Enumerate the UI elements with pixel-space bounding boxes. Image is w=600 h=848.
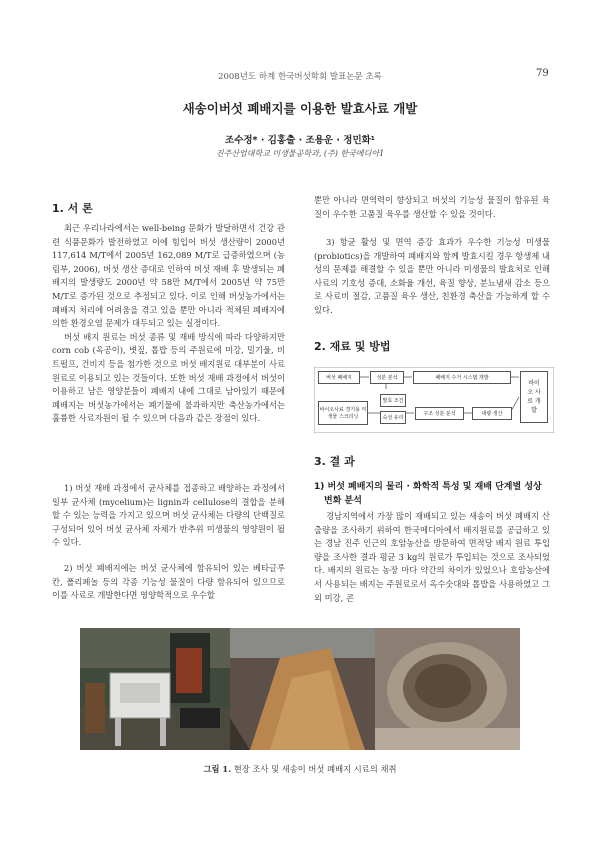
figure-label: 그림 1. (203, 764, 232, 774)
photo-machine (80, 628, 230, 750)
intro-paragraph-4: 2) 버섯 폐배지에는 버섯 균사체에 함유되어 있는 베타글루칸, 폴리페놀 등의 각종 기능성 물질이 다량 함유되어 있으므로 이를 사료로 개발한다면 영양학적으로 우수할 (52, 563, 285, 601)
diagram-box-structure-analysis: 구조 성분 분석 (415, 407, 464, 420)
diagram-box-fermentation: 발효 조건 (380, 394, 406, 407)
intro-body (52, 222, 285, 426)
diagram-box-screening: 바이오사료 경기용 미생물 스크리닝 (318, 401, 368, 425)
diagram-box-mass-production: 대량 생산 (472, 407, 512, 420)
intro-paragraph-3: 1) 버섯 재배 과정에서 균사체를 접종하고 배양하는 과정에서 일부 균사체 (mycelium)는 lignin과 cellulose의 결합을 분해할 수 있는 능력을 가지고 있으며 버섯 균사체는 다량의 단백질로 구성되어 있어 버섯 균사체 자체가 반추위 미생물의 영양원이 될 수 있다. (52, 483, 285, 548)
running-header: 2008년도 하계 한국버섯학회 발표논문 초록 (218, 72, 382, 82)
diagram-box-collection-system: 폐배지 수거 시스템 개발 (413, 371, 511, 384)
affiliation: 진주산업대학교 미생물공학과, (주) 한국메디아1 (215, 149, 385, 158)
diagram-box-maturation: 숙성 유리 (380, 411, 406, 424)
figure-caption (0, 763, 600, 775)
right-paragraph-1: 뿐만 아니라 면역력이 향상되고 버섯의 기능성 물질이 함유된 육질이 우수한 고품질 육우를 생산할 수 있을 것이다. (314, 195, 550, 219)
figure-caption-text: 현장 조사 및 새송이 버섯 폐배지 시료의 채취 (233, 764, 397, 774)
methods-heading: 2. 재료 및 방법 (314, 340, 391, 353)
authors: 조수정* · 김홍출 · 조용운 · 정민화¹ (225, 135, 375, 146)
photo-substrate-sample (375, 628, 520, 750)
intro-paragraph-2: 버섯 배지 원료는 버섯 종류 및 재배 방식에 따라 다양하지만 corn cob (옥공이), 볏짚, 톱밥 등의 주원료에 미강, 밀기울, 비트펄프, 건비지 등을 첨가한 것으로 버섯 배지원료 대부분이 사료 원료로 이용되고 있는 것들이다. 또한 버섯 재배 과정에서 버섯이 이용하고 남은 영양분들이 폐배지 내에 그대로 남아있기 때문에 폐배지는 버섯농가에서는 폐기물에 불과하지만 축산농가에서는 훌륭한 사료자원이 될 수 있으며 다음과 같은 장점이 있다. (52, 331, 285, 424)
intro-heading: 1. 서 론 (52, 202, 93, 215)
results-subheading: 1) 버섯 폐배지의 물리 · 화학적 특성 및 재배 단계별 성상변화 분석 (314, 482, 542, 506)
figure-photos (80, 628, 520, 750)
results-heading: 3. 결 과 (314, 455, 355, 468)
results-paragraph-1: 경남지역에서 가장 많이 재배되고 있는 새송이 버섯 폐배지 산출량을 조사하기 위하여 한국메디아에서 배지원료를 공급하고 있는 경남 진주 인근의 호암농산을 방문하여 면적당 배지 원료 투입량을 조사한 결과 평균 3 kg의 원료가 투입되는 것으로 조사되었다. 배지의 원료는 농장 마다 약간의 차이가 있었으나 호암농산에서 사용되는 배지는 주원료로서 옥수숫대와 톱밥을 사용하였고 그 외 미강, 콘 (314, 511, 550, 603)
diagram-box-spent-substrate: 버섯 폐배지 (318, 371, 360, 384)
page-number: 79 (536, 68, 549, 79)
right-paragraph-2: 3) 항균 활성 및 면역 증강 효과가 우수한 기능성 미생물 (probiotics)을 개발하여 폐배지와 함께 발효시킬 경우 항생제 내성의 문제를 해결할 수 있을 뿐만 아니라 미생물의 발효처로 인해 사료의 기호성 증대, 소화율 개선, 육질 향상, 분뇨냄새 감소 등으로 사료비 절감, 고품질 육우 생산, 친환경 축산을 가능하게 할 수 있다. (314, 237, 550, 315)
diagram-box-analysis: 성분 분석 (370, 371, 404, 384)
diagram-box-bio-feed: 바이오 사료 개발 (520, 371, 548, 423)
process-diagram (314, 367, 554, 433)
photo-substrate-pile (230, 628, 375, 750)
paper-title: 새송이버섯 폐배지를 이용한 발효사료 개발 (182, 101, 418, 116)
intro-paragraph-1: 최근 우리나라에서는 well-being 문화가 발달하면서 건강 관련 식품문화가 발전하였고 이에 힘입어 버섯 생산량이 2000년 117,614 M/T에서 2005년 162,089 M/T로 급증하였으며 (농림부, 2006), 버섯 생산 증대로 인하여 버섯 재배 후 발생되는 폐배지의 발생량도 2000년 약 58만 M/T에서 2005년 약 75만 M/T로 증가된 것으로 추정되고 있다. 이로 인해 버섯농가에서는 폐배지 처리에 어려움을 겪고 있을 뿐만 아니라 적체된 폐배지에 의한 환경오염 문제가 대두되고 있는 실정이다. (52, 223, 285, 329)
